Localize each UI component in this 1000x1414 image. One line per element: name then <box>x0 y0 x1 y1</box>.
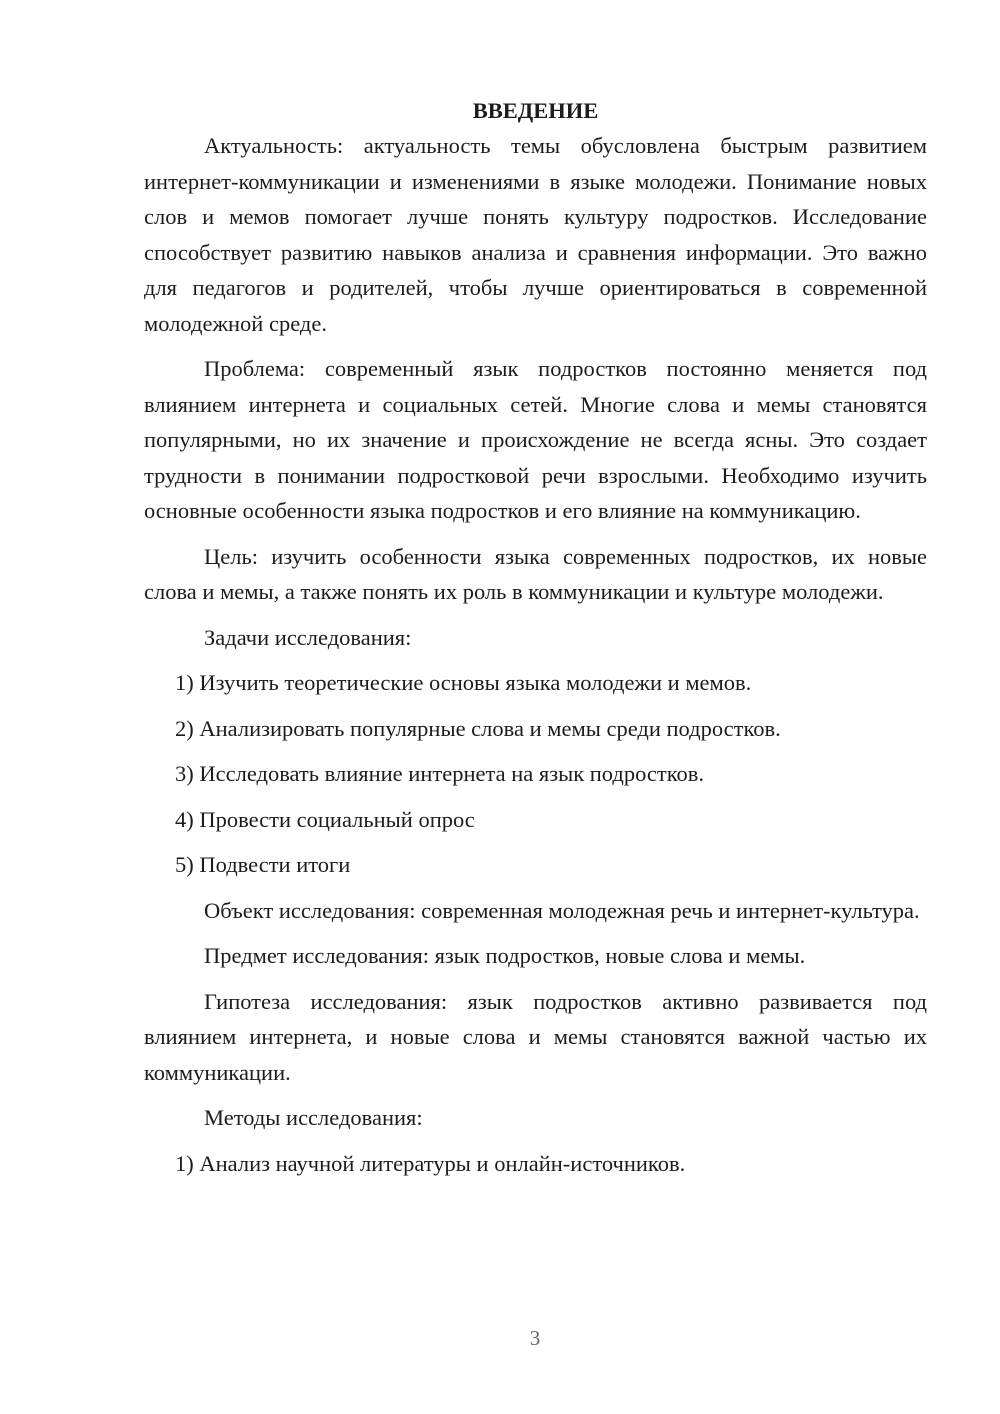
subject-paragraph: Предмет исследования: язык подростков, новые слова и мемы. <box>204 943 806 968</box>
problem-paragraph: Проблема: современный язык подростков постоянно меняется под влиянием интернета и социальных сетей. Многие слова и мемы становятся популярными, но их значение и происхождение не всегда ясны. Это создает трудности в понимании подростковой речи взрослыми. Необходимо изучить основные особенности языка подростков и его влияние на коммуникацию. <box>144 356 927 523</box>
task-item: 4) Провести социальный опрос <box>175 806 475 832</box>
methods-label: Методы исследования: <box>204 1105 423 1130</box>
goal-paragraph: Цель: изучить особенности языка современных подростков, их новые слова и мемы, а также понять их роль в коммуникации и культуре молодежи. <box>144 543 927 604</box>
page-number: 3 <box>529 1326 541 1350</box>
object-paragraph: Объект исследования: современная молодежная речь и интернет-культура. <box>204 897 920 923</box>
page-body <box>144 93 927 1191</box>
hypothesis-paragraph: Гипотеза исследования: язык подростков активно развивается под влиянием интернета, и новые слова и мемы становятся важной частью их коммуникации. <box>144 988 927 1085</box>
task-item: 1) Изучить теоретические основы языка молодежи и мемов. <box>175 670 752 695</box>
task-item: 2) Анализировать популярные слова и мемы среди подростков. <box>175 715 781 741</box>
tasks-label: Задачи исследования: <box>204 624 412 650</box>
section-heading: ВВЕДЕНИЕ <box>472 98 599 123</box>
task-item: 3) Исследовать влияние интернета на язык подростков. <box>175 761 705 786</box>
task-item: 5) Подвести итоги <box>175 852 351 877</box>
relevance-paragraph: Актуальность: актуальность темы обусловлена быстрым развитием интернет-коммуникации и изменениями в языке молодежи. Понимание новых слов и мемов помогает лучше понять культуру подростков. Исследование способствует развитию навыков анализа и сравнения информации. Это важно для педагогов и родителей, чтобы лучше ориентироваться в современной молодежной среде. <box>144 133 927 336</box>
method-item: 1) Анализ научной литературы и онлайн-источников. <box>175 1150 686 1176</box>
